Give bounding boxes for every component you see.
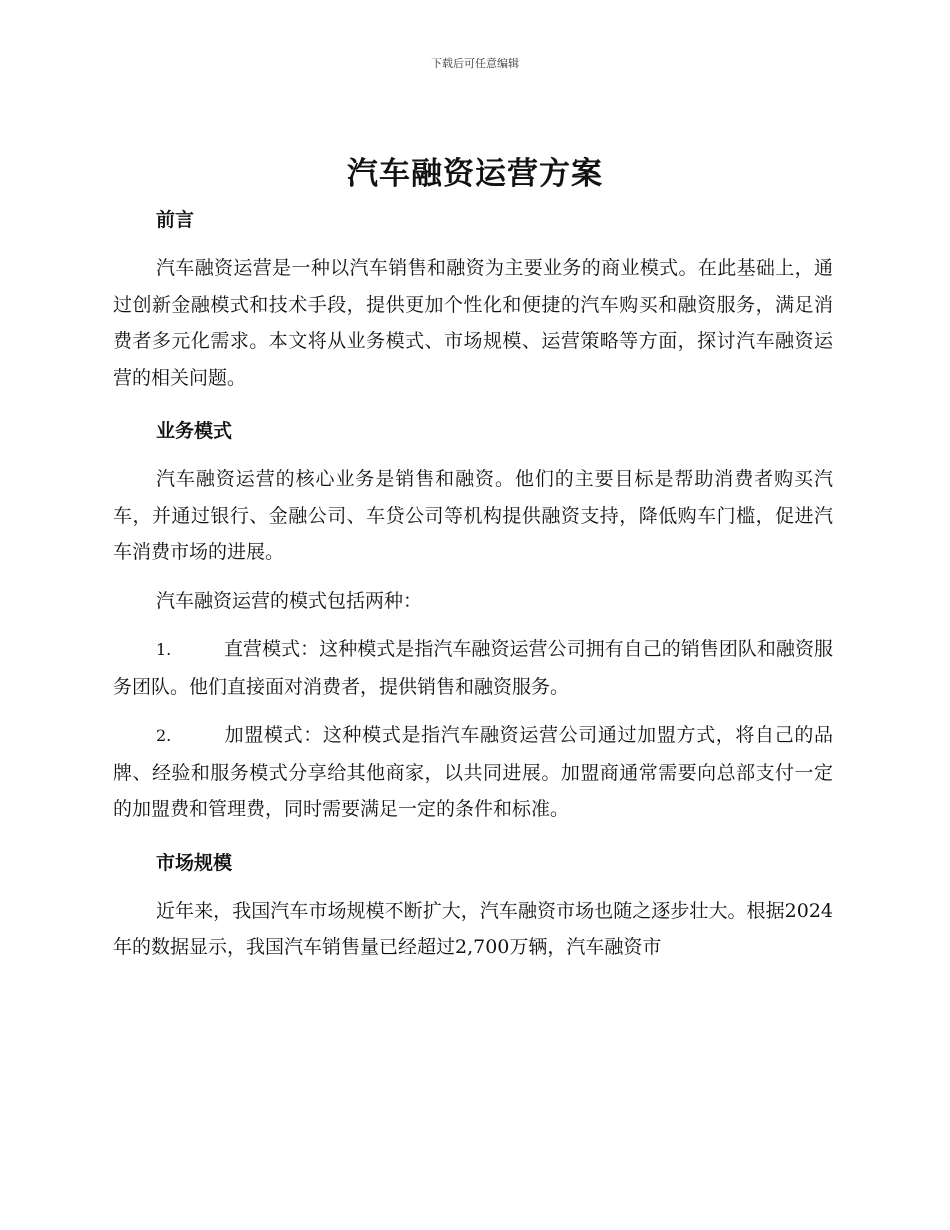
document-body <box>113 202 833 966</box>
list-item-text: 直营模式：这种模式是指汽车融资运营公司拥有自己的销售团队和融资服务团队。他们直接面对消费者，提供销售和融资服务。 <box>113 638 833 698</box>
header-note: 下载后可任意编辑 <box>431 57 519 70</box>
paragraph-preface: 汽车融资运营是一种以汽车销售和融资为主要业务的商业模式。在此基础上，通过创新金融模式和技术手段，提供更加个性化和便捷的汽车购买和融资服务，满足消费者多元化需求。本文将从业务模式、市场规模、运营策略等方面，探讨汽车融资运营的相关问题。 <box>113 257 833 389</box>
section-heading-preface: 前言 <box>156 209 195 231</box>
paragraph-market-size: 近年来，我国汽车市场规模不断扩大，汽车融资市场也随之逐步壮大。根据2024年的数据显示，我国汽车销售量已经超过2,700万辆，汽车融资市 <box>113 899 833 958</box>
list-item-number: 2. <box>156 726 172 745</box>
paragraph-model-types: 汽车融资运营的模式包括两种： <box>156 589 423 612</box>
document-title: 汽车融资运营方案 <box>347 156 603 192</box>
list-item <box>113 717 833 828</box>
list-item <box>113 631 833 705</box>
section-heading-market-size: 市场规模 <box>156 851 233 874</box>
list-item-text: 加盟模式：这种模式是指汽车融资运营公司通过加盟方式，将自己的品牌、经验和服务模式分享给其他商家，以共同进展。加盟商通常需要向总部支付一定的加盟费和管理费，同时需要满足一定的条件和标准。 <box>113 724 833 820</box>
section-heading-business-model: 业务模式 <box>156 420 233 442</box>
list-item-number: 1. <box>156 640 172 659</box>
paragraph-business-model: 汽车融资运营的核心业务是销售和融资。他们的主要目标是帮助消费者购买汽车，并通过银行、金融公司、车贷公司等机构提供融资支持，降低购车门槛，促进汽车消费市场的进展。 <box>113 468 833 563</box>
